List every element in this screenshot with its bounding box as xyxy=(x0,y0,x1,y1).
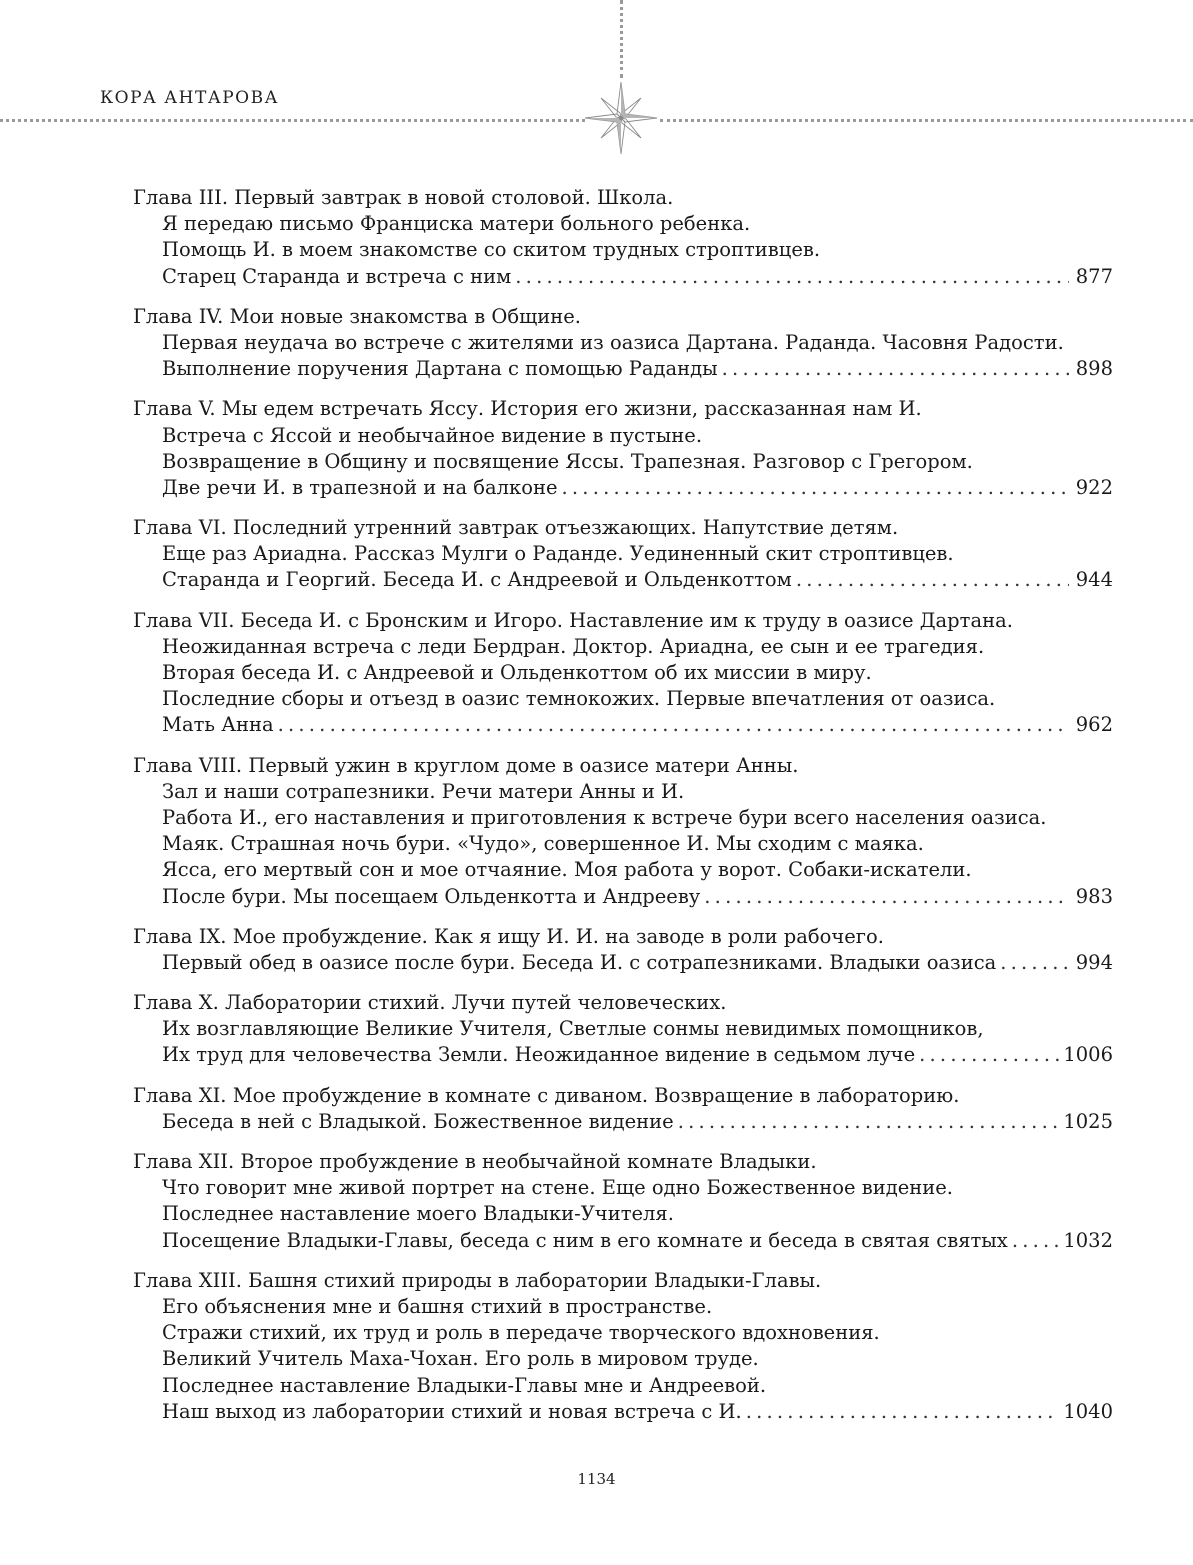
toc-chapter-line: Великий Учитель Маха-Чохан. Его роль в мировом труде. xyxy=(162,1347,759,1371)
toc-line-text: Посещение Владыки-Главы, беседа с ним в его комнате и беседа в святая святых xyxy=(162,1228,1008,1252)
toc-chapter xyxy=(133,608,1113,739)
toc-chapter-title: Глава XI. Мое пробуждение в комнате с диваном. Возвращение в лабораторию. xyxy=(133,1083,960,1107)
toc-chapter xyxy=(133,304,1113,383)
toc-chapter-line xyxy=(133,1042,1113,1068)
toc-chapter xyxy=(133,1149,1113,1254)
toc-page-number: 983 xyxy=(1075,884,1113,908)
toc-line-text: Беседа в ней с Владыкой. Божественное видение xyxy=(162,1109,674,1133)
dot-leader xyxy=(562,475,1070,501)
toc-chapter-line: Помощь И. в моем знакомстве со скитом трудных строптивцев. xyxy=(162,238,821,262)
toc-page-number: 1025 xyxy=(1063,1109,1113,1133)
toc-chapter-line xyxy=(133,1109,1113,1135)
dot-leader xyxy=(722,356,1069,382)
toc-chapter-line: Последнее наставление Владыки-Главы мне и Андреевой. xyxy=(162,1373,767,1397)
dot-leader xyxy=(746,1399,1060,1425)
toc-line-text: Две речи И. в трапезной и на балконе xyxy=(162,475,558,499)
toc-chapter-line xyxy=(133,356,1113,382)
toc-chapter xyxy=(133,990,1113,1069)
toc-page-number: 922 xyxy=(1075,475,1113,499)
toc-chapter-line: Я передаю письмо Франциска матери больного ребенка. xyxy=(162,212,751,236)
toc-page-number: 994 xyxy=(1075,950,1113,974)
toc-chapter xyxy=(133,185,1113,290)
toc-chapter-line: Что говорит мне живой портрет на стене. Еще одно Божественное видение. xyxy=(162,1176,953,1200)
toc-chapter xyxy=(133,924,1113,976)
toc-chapter xyxy=(133,1083,1113,1135)
header-rule-right xyxy=(660,119,1193,122)
toc-page-number: 898 xyxy=(1075,357,1113,381)
toc-chapter-line xyxy=(133,950,1113,976)
toc-chapter-line: Последнее наставление моего Владыки-Учителя. xyxy=(162,1202,674,1226)
toc-chapter-line: Работа И., его наставления и приготовления к встрече бури всего населения оазиса. xyxy=(162,805,1047,829)
toc-line-text: Их труд для человечества Земли. Неожиданное видение в седьмом луче xyxy=(162,1043,916,1067)
toc-chapter-title: Глава VIII. Первый ужин в круглом доме в оазисе матери Анны. xyxy=(133,753,799,777)
toc-page-number: 962 xyxy=(1075,713,1113,737)
toc-chapter-line: Зал и наши сотрапезники. Речи матери Анны и И. xyxy=(162,779,685,803)
toc-chapter-title: Глава VII. Беседа И. с Бронским и Игоро. Наставление им к труду в оазисе Дартана. xyxy=(133,608,1013,632)
toc-chapter-title: Глава XII. Второе пробуждение в необычайной комнате Владыки. xyxy=(133,1150,817,1173)
toc-chapter-title: Глава V. Мы едем встречать Яссу. История его жизни, рассказанная нам И. xyxy=(133,397,922,421)
toc-chapter-line xyxy=(133,884,1113,910)
toc-page-number: 1006 xyxy=(1063,1043,1113,1067)
toc-chapter-title: Глава X. Лаборатории стихий. Лучи путей человеческих. xyxy=(133,991,727,1015)
toc-line-text: Старанда и Георгий. Беседа И. с Андреевой и Ольденкоттом xyxy=(162,568,792,592)
dot-leader xyxy=(678,1109,1060,1135)
toc-line-text: Наш выход из лаборатории стихий и новая встреча с И. xyxy=(162,1399,742,1423)
toc-line-text: Первый обед в оазисе после бури. Беседа И. с сотрапезниками. Владыки оазиса xyxy=(162,950,997,974)
toc-chapter-line: Встреча с Яссой и необычайное видение в пустыне. xyxy=(162,423,703,447)
dot-leader xyxy=(796,567,1069,593)
toc-chapter-line xyxy=(133,712,1113,738)
toc-chapter-line xyxy=(133,475,1113,501)
toc-chapter-title: Глава IX. Мое пробуждение. Как я ищу И. И. на заводе в роли рабочего. xyxy=(133,924,884,948)
toc-chapter-line: Еще раз Ариадна. Рассказ Мулги о Раданде. Уединенный скит строптивцев. xyxy=(162,542,954,566)
toc-chapter-line: Стражи стихий, их труд и роль в передаче творческого вдохновения. xyxy=(162,1321,880,1345)
header-vertical-rule xyxy=(620,0,623,78)
toc-chapter-line: Его объяснения мне и башня стихий в пространстве. xyxy=(162,1294,713,1318)
toc-chapter-line xyxy=(133,567,1113,593)
toc-line-text: После бури. Мы посещаем Ольденкотта и Андрееву xyxy=(162,884,701,908)
toc-chapter xyxy=(133,1268,1113,1425)
toc-chapter-line: Их возглавляющие Великие Учителя, Светлые сонмы невидимых помощников, xyxy=(162,1017,984,1041)
dot-leader xyxy=(704,884,1069,910)
toc-chapter-title: Глава III. Первый завтрак в новой столовой. Школа. xyxy=(133,186,674,209)
dot-leader xyxy=(1000,950,1069,976)
compass-rose-icon xyxy=(583,80,659,156)
toc-chapter-title: Глава VI. Последний утренний завтрак отъезжающих. Напутствие детям. xyxy=(133,516,899,540)
toc-chapter-line: Первая неудача во встрече с жителями из оазиса Дартана. Раданда. Часовня Радости. xyxy=(162,330,1064,354)
toc-chapter xyxy=(133,396,1113,501)
running-header-author: КОРА АНТАРОВА xyxy=(100,88,279,108)
toc-page-number: 1032 xyxy=(1063,1228,1113,1252)
toc-chapter-line: Ясса, его мертвый сон и мое отчаяние. Моя работа у ворот. Собаки-искатели. xyxy=(162,858,972,882)
dot-leader xyxy=(1012,1228,1060,1254)
dot-leader xyxy=(278,712,1069,738)
toc-chapter-line: Вторая беседа И. с Андреевой и Ольденкоттом об их миссии в миру. xyxy=(162,661,872,684)
toc-chapter-line xyxy=(133,264,1113,290)
toc-page-number: 944 xyxy=(1075,568,1113,592)
toc-page-number: 1040 xyxy=(1063,1399,1113,1423)
toc-chapter-line: Последние сборы и отъезд в оазис темнокожих. Первые впечатления от оазиса. xyxy=(162,687,996,711)
toc-chapter-title: Глава IV. Мои новые знакомства в Общине. xyxy=(133,304,582,328)
toc-chapter-line: Неожиданная встреча с леди Бердран. Доктор. Ариадна, ее сын и ее трагедия. xyxy=(162,634,985,658)
toc-chapter-line: Возвращение в Общину и посвящение Яссы. Трапезная. Разговор с Грегором. xyxy=(162,449,973,473)
toc-page-number: 877 xyxy=(1075,264,1113,288)
toc-chapter-line: Маяк. Страшная ночь бури. «Чудо», совершенное И. Мы сходим с маяка. xyxy=(162,832,924,856)
page-number: 1134 xyxy=(577,1470,616,1488)
toc-chapter xyxy=(133,753,1113,910)
dot-leader xyxy=(919,1042,1059,1068)
toc-line-text: Мать Анна xyxy=(162,713,274,737)
toc-chapter-line xyxy=(133,1399,1113,1425)
toc-chapter-title: Глава XIII. Башня стихий природы в лаборатории Владыки-Главы. xyxy=(133,1268,822,1292)
toc-line-text: Выполнение поручения Дартана с помощью Раданды xyxy=(162,357,718,381)
toc-chapter xyxy=(133,515,1113,594)
header-rule-left xyxy=(0,119,585,122)
dot-leader xyxy=(515,264,1069,290)
table-of-contents xyxy=(133,185,1113,1439)
toc-chapter-line xyxy=(133,1228,1113,1254)
toc-line-text: Старец Старанда и встреча с ним xyxy=(162,264,512,288)
